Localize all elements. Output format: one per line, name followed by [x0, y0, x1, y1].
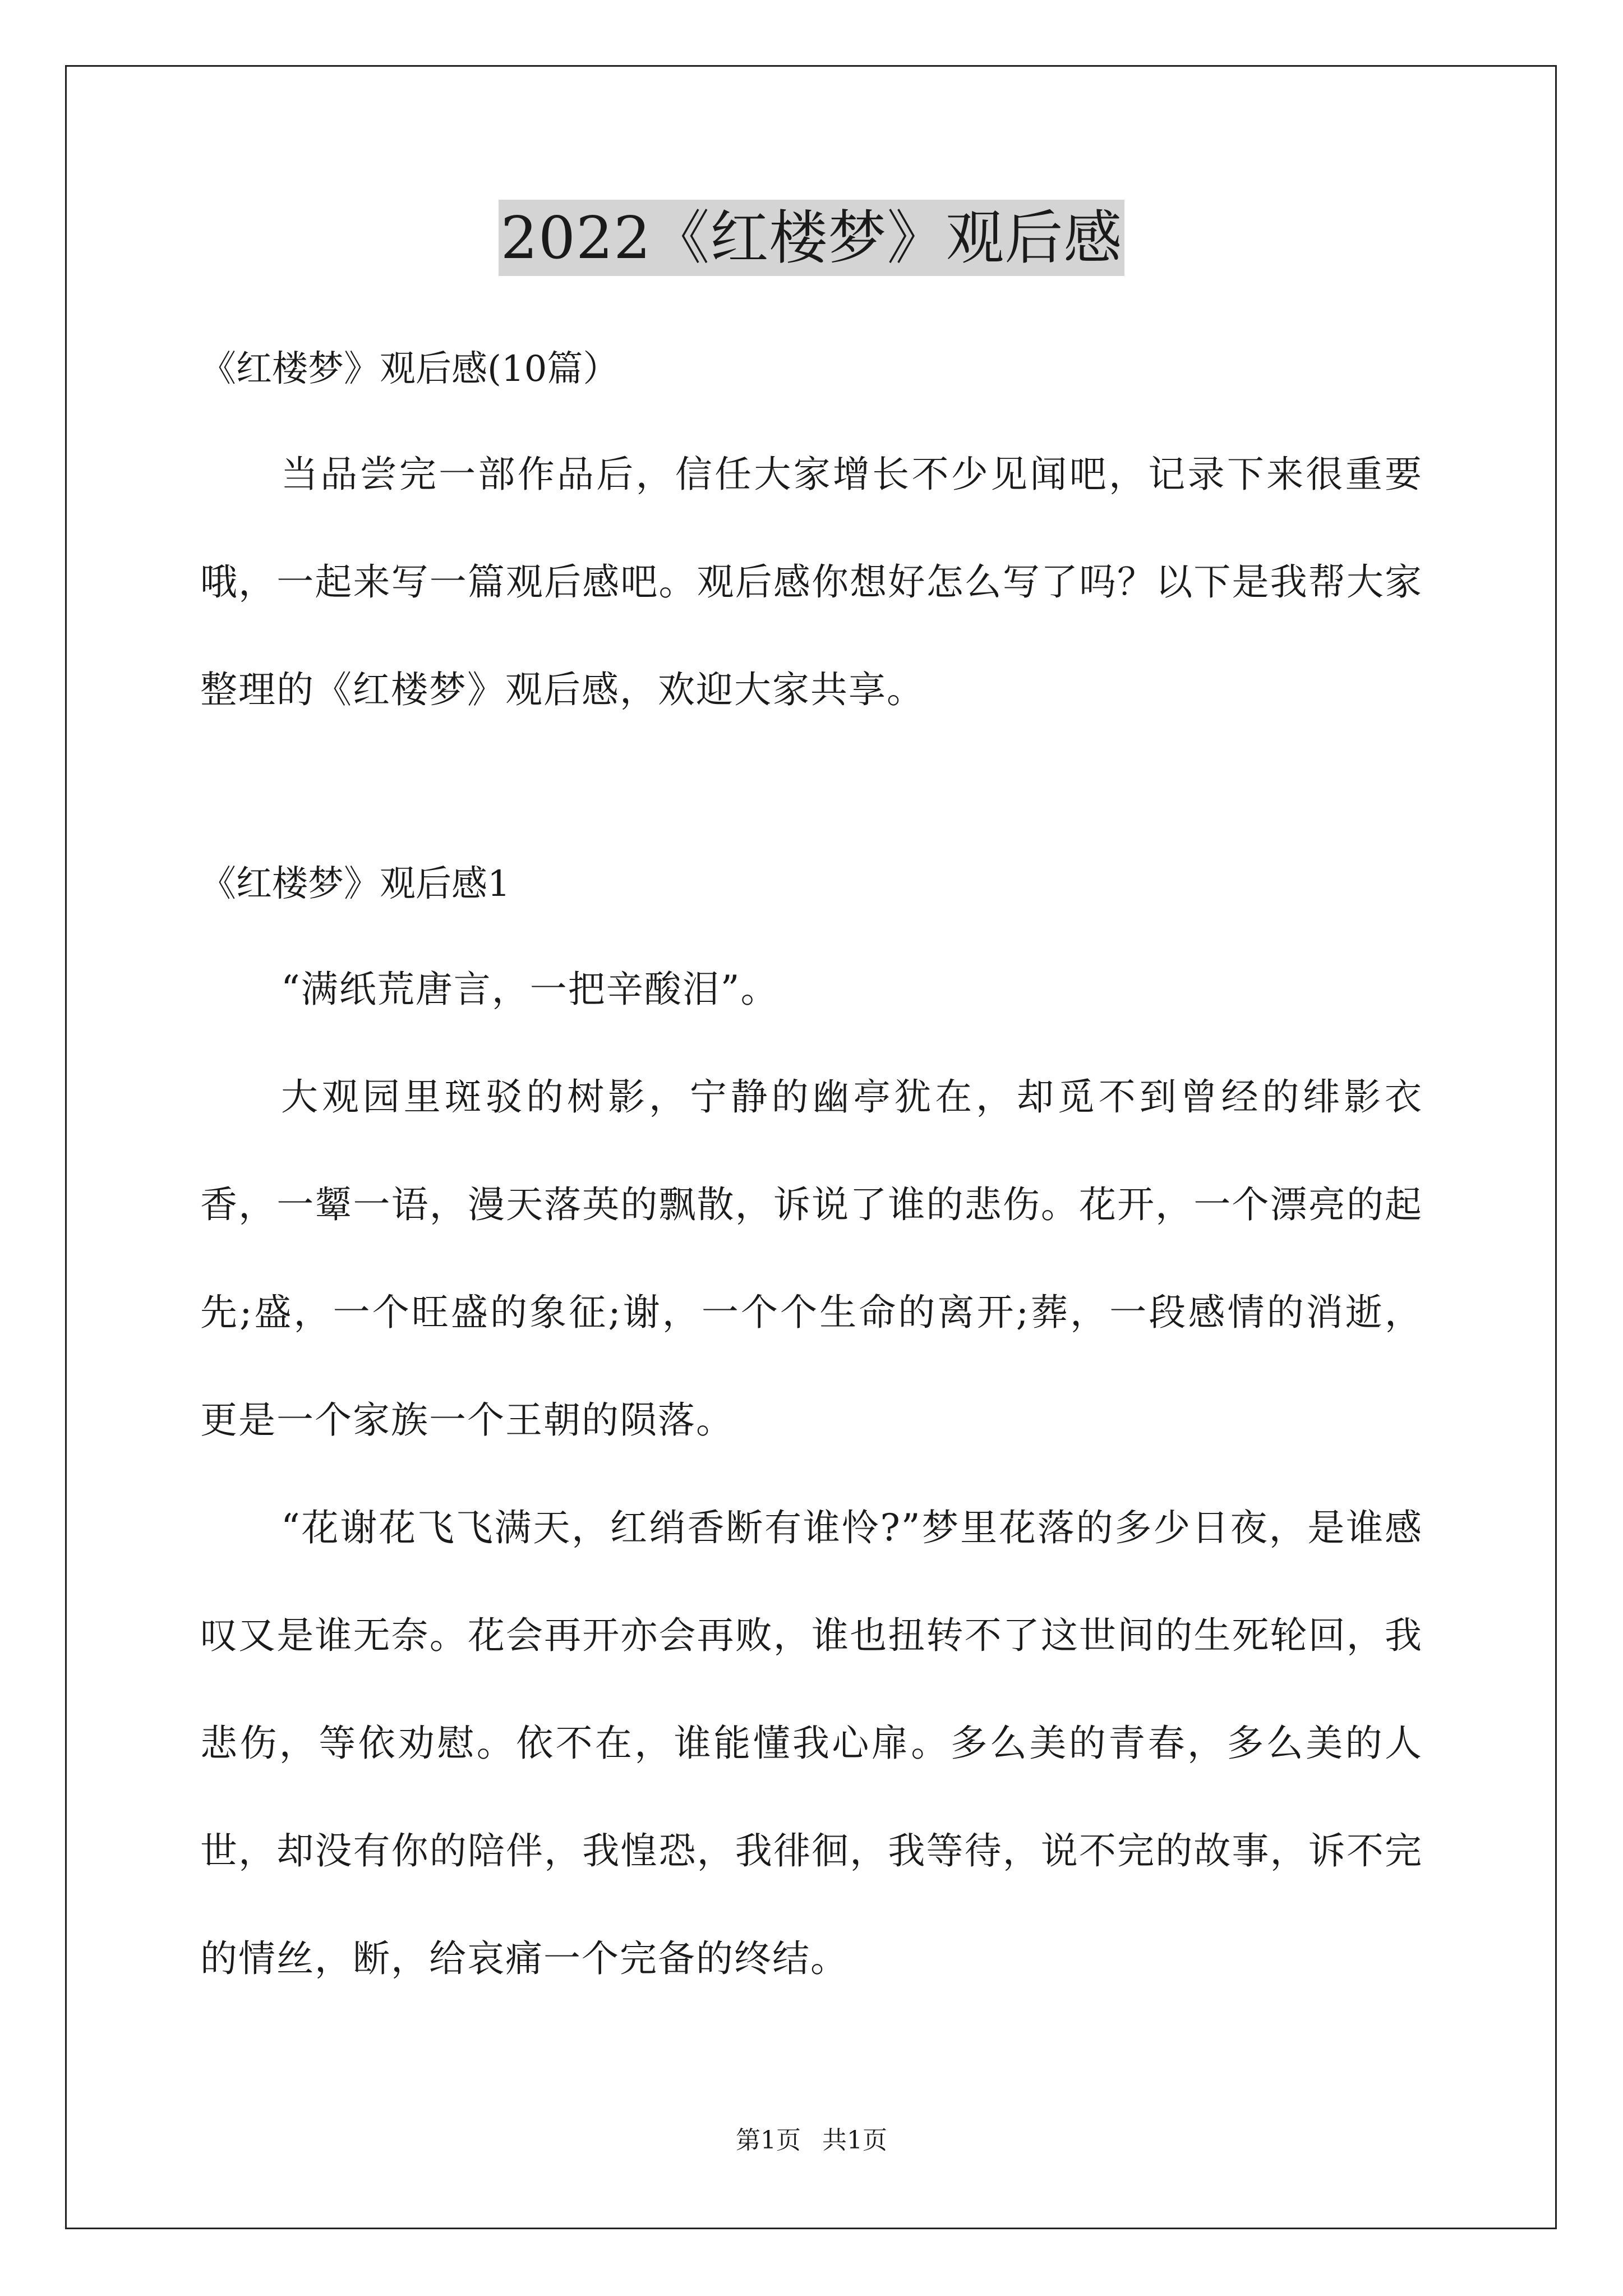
page-footer	[0, 2124, 1623, 2157]
page-total: 共1页	[822, 2126, 887, 2155]
document-subtitle: 《红楼梦》观后感(10篇）	[200, 348, 619, 390]
document-body	[200, 342, 1423, 2013]
section-heading: 《红楼梦》观后感1	[200, 863, 510, 905]
quote-paragraph: “满纸荒唐言，一把辛酸泪”。	[281, 968, 779, 1011]
title-block	[0, 200, 1623, 276]
page-number: 第1页	[736, 2126, 801, 2155]
body-paragraph: 大观园里斑驳的树影，宁静的幽亭犹在，却觅不到曾经的绯影衣香，一颦一语，漫天落英的飘散，诉说了谁的悲伤。花开，一个漂亮的起先;盛，一个旺盛的象征;谢，一个个生命的离开;葬，一段感情的消逝，更是一个家族一个王朝的陨落。	[200, 1075, 1423, 1442]
intro-paragraph: 当品尝完一部作品后，信任大家增长不少见闻吧，记录下来很重要哦，一起来写一篇观后感吧。观后感你想好怎么写了吗？以下是我帮大家整理的《红楼梦》观后感，欢迎大家共享。	[200, 453, 1423, 711]
body-paragraph: “花谢花飞飞满天，红绡香断有谁怜?”梦里花落的多少日夜，是谁感叹又是谁无奈。花会再开亦会再败，谁也扭转不了这世间的生死轮回，我悲伤，等依劝慰。依不在，谁能懂我心扉。多么美的青春，多么美的人世，却没有你的陪伴，我惶恐，我徘徊，我等待，说不完的故事，诉不完的情丝，断，给哀痛一个完备的终结。	[200, 1506, 1423, 1980]
document-title: 2022《红楼梦》观后感	[499, 200, 1125, 276]
